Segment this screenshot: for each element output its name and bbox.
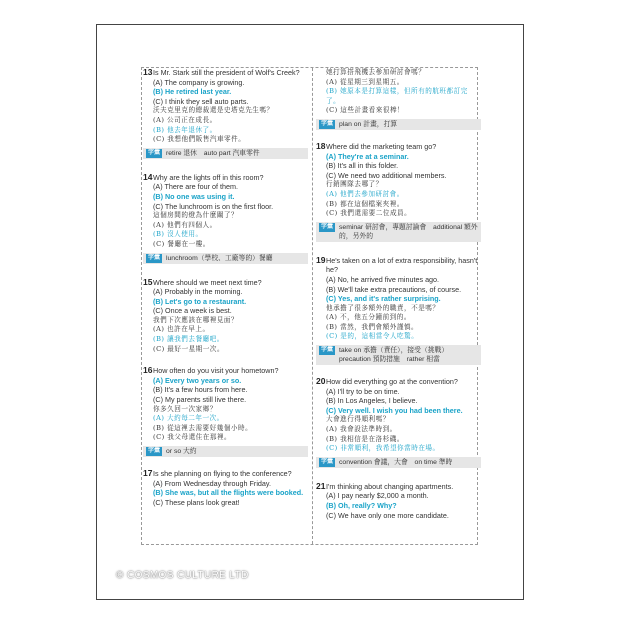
vocab-tag: 字彙 bbox=[321, 458, 334, 465]
answer-option: (B) It's a few hours from here. bbox=[153, 385, 248, 395]
answer-option: (B) Let's go to a restaurant. bbox=[153, 296, 247, 306]
vocab-tag: 字彙 bbox=[321, 347, 334, 354]
answer-option: (B) We'll take extra precautions, of course. bbox=[326, 284, 462, 294]
answer-option: (C) My parents still live there. bbox=[153, 395, 247, 405]
translation-line: (B) 她原本是打算這樣，但所有的航班都訂完了。 bbox=[326, 87, 468, 105]
answer-option: (C) The lunchroom is on the first floor. bbox=[153, 201, 274, 211]
question-row bbox=[143, 278, 308, 288]
translation-line: (B) 讓我們去餐廳吧。 bbox=[153, 335, 224, 344]
translation-line: (B) 他去年退休了。 bbox=[153, 125, 217, 134]
answer-option: (C) Once a week is best. bbox=[153, 306, 232, 316]
question-text: Where did the marketing team go? bbox=[326, 141, 437, 151]
translation-line: 行銷團隊去哪了？ bbox=[326, 180, 383, 189]
vocab-tag: 字彙 bbox=[148, 448, 161, 454]
vocab-box bbox=[316, 345, 481, 365]
answer-option: (B) She was, but all the flights were booked. bbox=[153, 488, 304, 498]
answer-option: (B) He retired last year. bbox=[153, 87, 232, 97]
translation-line: (A) 也許在早上。 bbox=[153, 325, 210, 334]
answer-option: (C) These plans look great! bbox=[153, 497, 240, 507]
vocab-tag: 字彙 bbox=[148, 254, 161, 261]
translation-line: 這個房間的燈為什麼關了？ bbox=[153, 211, 239, 220]
question-text: He's taken on a lot of extra responsibility, hasn't he? bbox=[326, 255, 478, 275]
question-number: 16 bbox=[143, 365, 153, 376]
question-row bbox=[143, 366, 308, 376]
question-number: 13 bbox=[143, 67, 153, 77]
translation-line: (C) 這些計畫看來很棒！ bbox=[326, 106, 405, 115]
vocab-text: plan on 計畫，打算 bbox=[339, 120, 398, 128]
question-text: Is she planning on flying to the conference? bbox=[153, 469, 292, 478]
left-column bbox=[143, 68, 308, 507]
translation-line: (A) 我會設法準時到。 bbox=[326, 425, 397, 434]
answer-option: (B) Oh, really? Why? bbox=[326, 501, 397, 510]
question-text: Is Mr. Stark still the president of Wolf's Creek? bbox=[153, 68, 300, 77]
translation-line: (C) 我想他們販售汽車零件。 bbox=[153, 135, 246, 144]
question-number: 18 bbox=[316, 140, 326, 151]
question-row bbox=[316, 256, 481, 275]
watermark: © COSMOS CULTURE LTD bbox=[116, 570, 249, 581]
question-number: 21 bbox=[316, 480, 326, 491]
question-text: Why are the lights off in this room? bbox=[153, 172, 264, 182]
answer-option: (C) I think they sell auto parts. bbox=[153, 96, 249, 106]
question-row bbox=[316, 482, 481, 492]
question-block bbox=[143, 366, 308, 457]
right-column bbox=[316, 68, 481, 520]
vocab-tag: 字彙 bbox=[321, 120, 334, 127]
question-block bbox=[316, 68, 481, 130]
vocab-text: convention 會議，大會 on time 準時 bbox=[339, 458, 453, 466]
translation-line: (A) 大約每二年一次。 bbox=[153, 414, 224, 423]
vocab-box bbox=[316, 457, 481, 468]
question-block bbox=[316, 256, 481, 365]
answer-option: (B) It's all in this folder. bbox=[326, 161, 399, 171]
question-text: I'm thinking about changing apartments. bbox=[326, 481, 454, 491]
vocab-text: retire 退休 auto part 汽車零件 bbox=[166, 149, 260, 157]
question-block bbox=[143, 278, 308, 355]
question-number: 15 bbox=[143, 276, 153, 287]
translation-line: (C) 非常順利，我希望你當時在場。 bbox=[326, 444, 440, 453]
vocab-box bbox=[143, 148, 308, 159]
vocab-text: seminar 研討會，專題討論會 additional 額外的，另外的 bbox=[339, 223, 478, 240]
translation-line: (A) 他們去參加研討會。 bbox=[326, 189, 404, 198]
vocab-box bbox=[143, 446, 308, 457]
answer-option: (B) In Los Angeles, I believe. bbox=[326, 396, 418, 406]
answer-option: (C) We have only one more candidate. bbox=[326, 510, 449, 520]
question-block bbox=[316, 482, 481, 520]
answer-option: (C) We need two additional members. bbox=[326, 170, 447, 180]
translation-line: 沃夫克里克的總裁還是史塔克先生嗎？ bbox=[153, 106, 274, 115]
question-row bbox=[143, 469, 308, 479]
answer-option: (A) No, he arrived five minutes ago. bbox=[326, 274, 440, 284]
question-row bbox=[316, 377, 481, 387]
vocab-text: take on 承擔（責任），接受（挑戰） precaution 預防措施 rather 相當 bbox=[339, 347, 452, 364]
question-text: How often do you visit your hometown? bbox=[153, 366, 279, 376]
vocab-box bbox=[143, 253, 308, 264]
answer-option: (A) There are four of them. bbox=[153, 182, 238, 192]
question-number: 19 bbox=[316, 254, 326, 265]
question-block bbox=[143, 68, 308, 159]
translation-line: (C) 餐廳在一樓。 bbox=[153, 239, 210, 248]
answer-option: (A) They're at a seminar. bbox=[326, 151, 409, 161]
answer-option: (A) The company is growing. bbox=[153, 77, 245, 87]
question-row bbox=[143, 173, 308, 183]
answer-option: (A) From Wednesday through Friday. bbox=[153, 478, 271, 488]
translation-line: (C) 最好一星期一次。 bbox=[153, 344, 225, 353]
question-row bbox=[316, 142, 481, 152]
translation-line: (B) 都在這個檔案夾裡。 bbox=[326, 199, 404, 208]
answer-option: (A) I'll try to be on time. bbox=[326, 386, 400, 396]
vocab-tag: 字彙 bbox=[148, 149, 161, 156]
question-number: 14 bbox=[143, 171, 153, 182]
answer-option: (C) Very well. I wish you had been there. bbox=[326, 405, 463, 415]
translation-line: (B) 當然，我們會額外謹慎。 bbox=[326, 322, 419, 331]
vocab-box bbox=[316, 222, 481, 242]
vocab-tag: 字彙 bbox=[321, 223, 334, 230]
question-block bbox=[316, 377, 481, 468]
translation-line: 我們下次應該在哪裡見面？ bbox=[153, 315, 239, 324]
question-row bbox=[143, 68, 308, 78]
question-block bbox=[143, 173, 308, 264]
question-block bbox=[143, 469, 308, 507]
translation-line: (B) 我相信是在洛杉磯。 bbox=[326, 434, 404, 443]
answer-option: (A) Probably in the morning. bbox=[153, 287, 243, 297]
vocab-box bbox=[316, 119, 481, 130]
translation-line: (B) 沒人使用。 bbox=[153, 230, 203, 239]
translation-line: 她打算搭飛機去參加研討會嗎？ bbox=[326, 68, 426, 76]
answer-option: (A) Every two years or so. bbox=[153, 375, 242, 385]
translation-line: (A) 從星期三到星期五。 bbox=[326, 77, 404, 86]
column-divider bbox=[312, 68, 313, 544]
question-number: 17 bbox=[143, 468, 153, 478]
translation-line: (A) 他們有四個人。 bbox=[153, 220, 217, 229]
question-number: 20 bbox=[316, 376, 326, 387]
translation-line: 大會進行得順利嗎？ bbox=[326, 415, 390, 424]
translation-line: (C) 我們還需要二位成員。 bbox=[326, 209, 412, 218]
question-text: How did everything go at the convention? bbox=[326, 377, 458, 387]
translation-line: 你多久回一次家鄉？ bbox=[153, 404, 217, 413]
translation-line: (C) 我父母還住在那裡。 bbox=[153, 433, 232, 442]
answer-option: (C) Yes, and it's rather surprising. bbox=[326, 294, 441, 304]
question-block bbox=[316, 142, 481, 242]
translation-line: 他承擔了很多額外的職責，不是嗎？ bbox=[326, 303, 440, 312]
translation-line: (B) 從這裡去需要好幾個小時。 bbox=[153, 423, 253, 432]
translation-line: (A) 公司正在成長。 bbox=[153, 115, 217, 124]
answer-option: (A) I pay nearly $2,000 a month. bbox=[326, 491, 429, 501]
vocab-text: or so 大約 bbox=[166, 448, 197, 455]
answer-option: (B) No one was using it. bbox=[153, 191, 235, 201]
translation-line: (C) 是的，這相當令人吃驚。 bbox=[326, 332, 419, 341]
question-text: Where should we meet next time? bbox=[153, 277, 262, 287]
vocab-text: lunchroom（學校、工廠等的）餐廳 bbox=[166, 254, 273, 262]
translation-line: (A) 不，他五分鐘前到的。 bbox=[326, 313, 411, 322]
